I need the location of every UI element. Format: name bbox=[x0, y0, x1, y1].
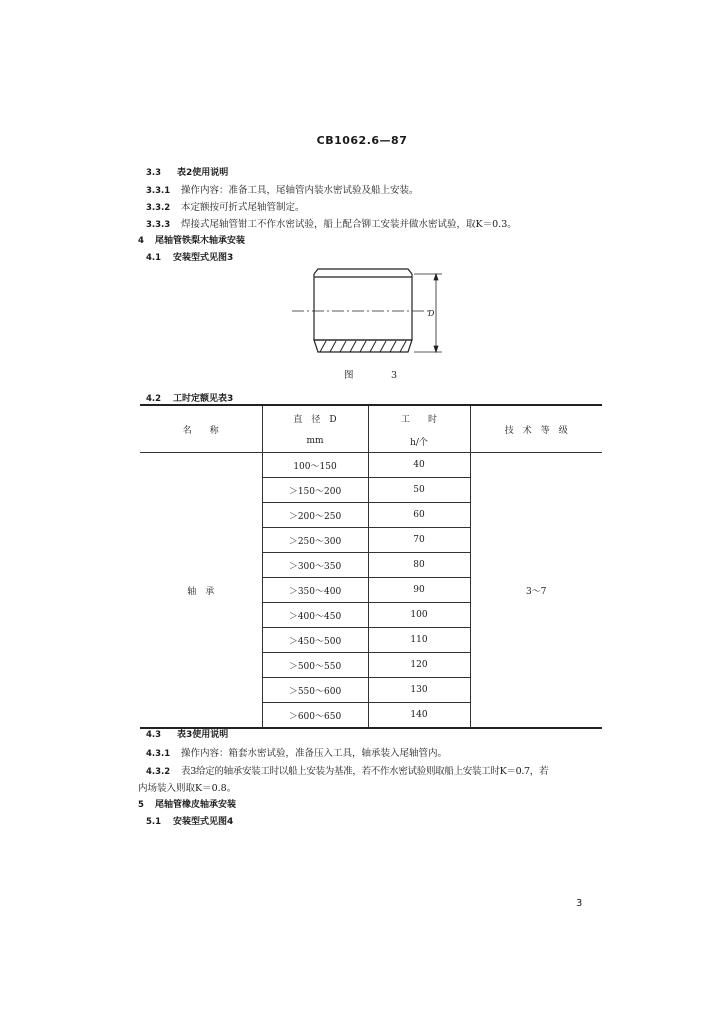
hours-cell: 40 bbox=[368, 453, 470, 478]
section-number: 5 bbox=[138, 800, 144, 810]
diameter-cell: ＞250～300 bbox=[262, 528, 368, 553]
diameter-cell: ＞350～400 bbox=[262, 578, 368, 603]
section-4-3 bbox=[146, 727, 228, 740]
section-number: 4 bbox=[138, 236, 144, 246]
hours-cell: 90 bbox=[368, 578, 470, 603]
hours-cell: 110 bbox=[368, 628, 470, 653]
section-5-1 bbox=[146, 814, 233, 827]
hours-cell: 70 bbox=[368, 528, 470, 553]
section-number: 5.1 bbox=[146, 817, 162, 827]
diameter-cell: ＞450～500 bbox=[262, 628, 368, 653]
header-diameter: 直 径 D bbox=[262, 405, 368, 430]
diameter-cell: ＞300～350 bbox=[262, 553, 368, 578]
section-5 bbox=[138, 797, 236, 810]
section-4-1 bbox=[146, 250, 233, 263]
header-hours-unit: h/个 bbox=[368, 430, 470, 453]
section-number: 4.2 bbox=[146, 394, 162, 404]
header-hours: 工 时 bbox=[368, 405, 470, 430]
diameter-cell: ＞200～250 bbox=[262, 503, 368, 528]
section-title: 尾轴管橡皮轴承安装 bbox=[155, 800, 237, 810]
grade-cell: 3～7 bbox=[470, 453, 602, 729]
clause-number: 4.3.1 bbox=[146, 749, 171, 759]
diameter-cell: ＞150～200 bbox=[262, 478, 368, 503]
section-3-3 bbox=[146, 165, 228, 178]
section-number: 3.3 bbox=[146, 168, 162, 178]
section-number: 4.1 bbox=[146, 253, 162, 263]
clause-number: 3.3.1 bbox=[146, 186, 171, 196]
clause-4-3-2-continued: 内场装入则取K＝0.8。 bbox=[138, 783, 237, 794]
clause-4-3-2 bbox=[146, 763, 548, 777]
item-name-cell: 轴 承 bbox=[140, 453, 262, 729]
hours-cell: 120 bbox=[368, 653, 470, 678]
clause-3-3-3 bbox=[146, 216, 517, 230]
header-diameter-unit: mm bbox=[262, 430, 368, 453]
clause-number: 3.3.2 bbox=[146, 203, 171, 213]
section-title: 工时定额见表3 bbox=[173, 394, 234, 404]
clause-text: 焊接式尾轴管钳工不作水密试验，船上配合铆工安装并做水密试验，取K＝0.3。 bbox=[181, 219, 517, 230]
section-4 bbox=[138, 233, 245, 246]
section-title: 安装型式见图3 bbox=[173, 253, 234, 263]
document-code-header: CB1062.6—87 bbox=[316, 134, 408, 147]
labor-hours-table bbox=[140, 404, 602, 729]
section-title: 安装型式见图4 bbox=[173, 817, 234, 827]
table-row bbox=[140, 453, 602, 478]
clause-text: 操作内容：准备工具，尾轴管内装水密试验及船上安装。 bbox=[181, 185, 419, 196]
hours-cell: 80 bbox=[368, 553, 470, 578]
hours-cell: 60 bbox=[368, 503, 470, 528]
section-title: 表3使用说明 bbox=[177, 730, 229, 740]
diameter-cell: ＞550～600 bbox=[262, 678, 368, 703]
diameter-cell: ＞500～550 bbox=[262, 653, 368, 678]
header-name: 名 称 bbox=[140, 405, 262, 453]
clause-4-3-1 bbox=[146, 745, 447, 759]
diameter-cell: ＞600～650 bbox=[262, 703, 368, 729]
clause-number: 4.3.2 bbox=[146, 767, 171, 777]
section-title: 表2使用说明 bbox=[177, 168, 229, 178]
diameter-cell: ＞400～450 bbox=[262, 603, 368, 628]
hours-cell: 50 bbox=[368, 478, 470, 503]
page-number: 3 bbox=[576, 898, 583, 909]
clause-3-3-1 bbox=[146, 182, 419, 196]
clause-text: 操作内容：箱套水密试验，准备压入工具，轴承装入尾轴管内。 bbox=[181, 748, 448, 759]
hours-cell: 100 bbox=[368, 603, 470, 628]
hours-cell: 130 bbox=[368, 678, 470, 703]
clause-number: 3.3.3 bbox=[146, 220, 171, 230]
clause-text: 表3给定的轴承安装工时以船上安装为基准，若不作水密试验则取船上安装工时K＝0.7，若 bbox=[181, 766, 549, 777]
section-number: 4.3 bbox=[146, 730, 162, 740]
diameter-cell: 100～150 bbox=[262, 453, 368, 478]
clause-3-3-2 bbox=[146, 199, 305, 213]
figure-outline-top bbox=[314, 269, 412, 274]
dimension-d-label: D bbox=[428, 309, 435, 318]
section-title: 尾轴管铁梨木轴承安装 bbox=[155, 236, 246, 246]
hours-cell: 140 bbox=[368, 703, 470, 729]
figure-hatching bbox=[320, 341, 406, 352]
bearing-installation-figure bbox=[290, 266, 450, 360]
section-4-2 bbox=[146, 391, 233, 404]
clause-text: 本定额按可折式尾轴管制定。 bbox=[181, 202, 305, 213]
figure-caption: 图 3 bbox=[344, 370, 412, 381]
header-grade: 技 术 等 级 bbox=[470, 405, 602, 453]
